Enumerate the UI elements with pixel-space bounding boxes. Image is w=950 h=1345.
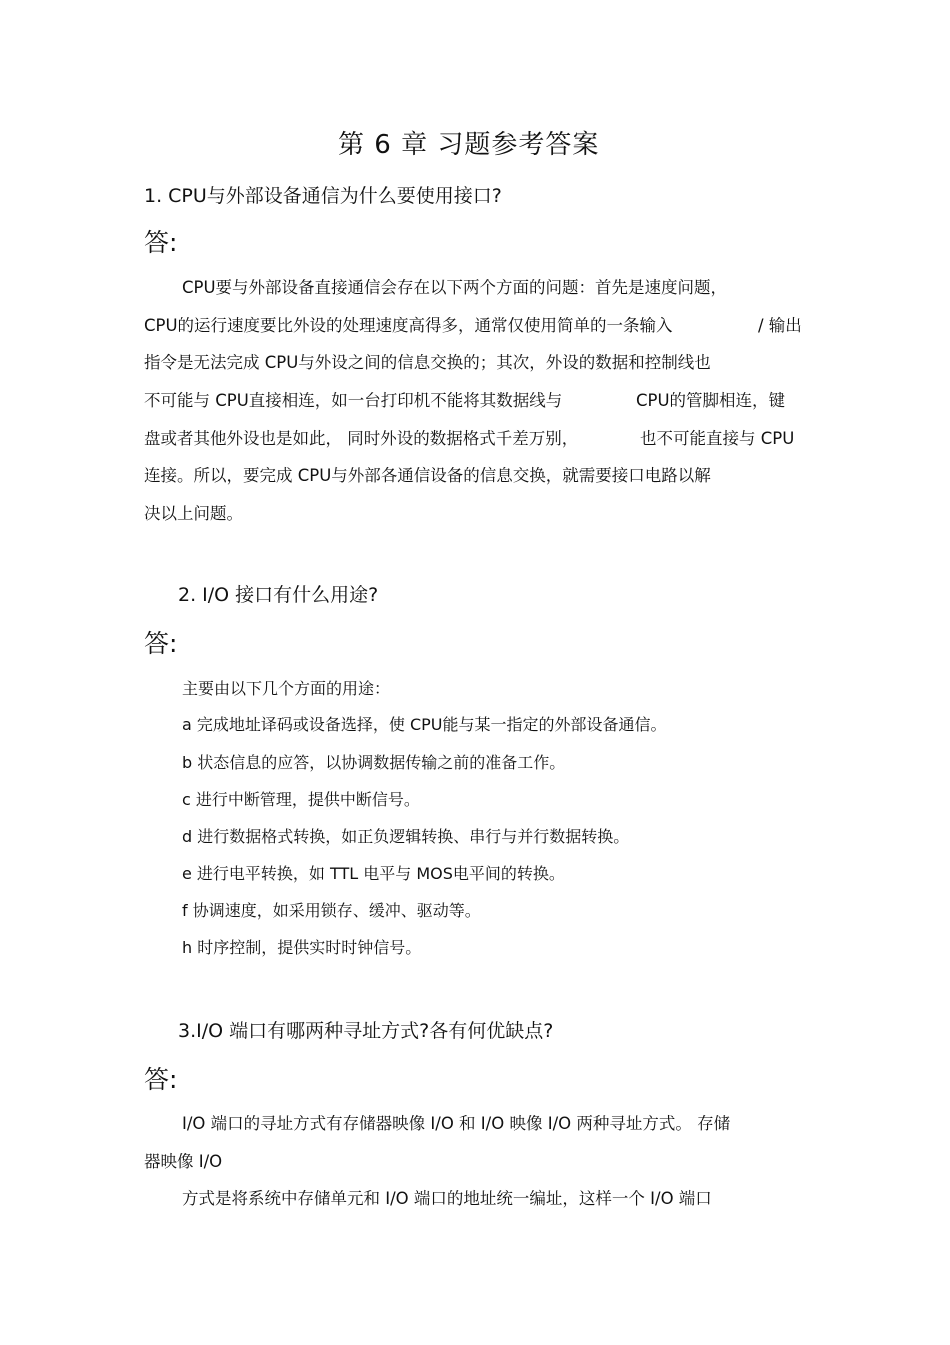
s3-line-1: I/O 端口的寻址方式有存储器映像 I/O 和 I/O 映像 I/O 两种寻址方式。 存储	[182, 1114, 731, 1133]
page-title: 第 6 章 习题参考答案	[338, 130, 600, 160]
question-2: 2. I/O 接口有什么用途?	[178, 584, 379, 606]
s2-item-b: b 状态信息的应答，以协调数据传输之前的准备工作。	[182, 753, 566, 772]
s1-line-7: 决以上问题。	[144, 504, 243, 523]
question-3: 3.I/O 端口有哪两种寻址方式?各有何优缺点?	[178, 1020, 554, 1042]
s2-item-f: f 协调速度，如采用锁存、缓冲、驱动等。	[182, 901, 481, 920]
s3-line-3: 方式是将系统中存储单元和 I/O 端口的地址统一编址，这样一个 I/O 端口	[182, 1189, 712, 1208]
s2-intro: 主要由以下几个方面的用途：	[182, 679, 391, 698]
s2-item-a: a 完成地址译码或设备选择，使 CPU能与某一指定的外部设备通信。	[182, 715, 667, 734]
s2-item-c: c 进行中断管理，提供中断信号。	[182, 790, 420, 809]
s1-line-5: 盘或者其他外设也是如此， 同时外设的数据格式千差万别，	[144, 429, 579, 448]
s1-line-4: 不可能与 CPU直接相连，如一台打印机不能将其数据线与	[144, 391, 563, 410]
s2-item-e: e 进行电平转换，如 TTL 电平与 MOS电平间的转换。	[182, 864, 565, 883]
answer-label-2: 答:	[144, 629, 178, 658]
s3-line-2: 器映像 I/O	[144, 1152, 223, 1171]
s1-line-1: CPU要与外部设备直接通信会存在以下两个方面的问题：首先是速度问题，	[182, 278, 728, 297]
s1-line-5-tail: 也不可能直接与 CPU	[640, 429, 795, 448]
s1-line-2-tail: / 输出	[758, 316, 802, 335]
s2-item-d: d 进行数据格式转换，如正负逻辑转换、串行与并行数据转换。	[182, 827, 630, 846]
s1-line-4-tail: CPU的管脚相连，键	[636, 391, 786, 410]
question-1: 1. CPU与外部设备通信为什么要使用接口?	[144, 185, 502, 207]
s1-line-6: 连接。所以，要完成 CPU与外部各通信设备的信息交换，就需要接口电路以解	[144, 466, 711, 485]
s1-line-2: CPU的运行速度要比外设的处理速度高得多，通常仅使用简单的一条输入	[144, 316, 673, 335]
s2-item-h: h 时序控制，提供实时时钟信号。	[182, 938, 422, 957]
answer-label-1: 答:	[144, 228, 178, 257]
s1-line-3: 指令是无法完成 CPU与外设之间的信息交换的；其次，外设的数据和控制线也	[144, 353, 711, 372]
answer-label-3: 答:	[144, 1065, 178, 1094]
